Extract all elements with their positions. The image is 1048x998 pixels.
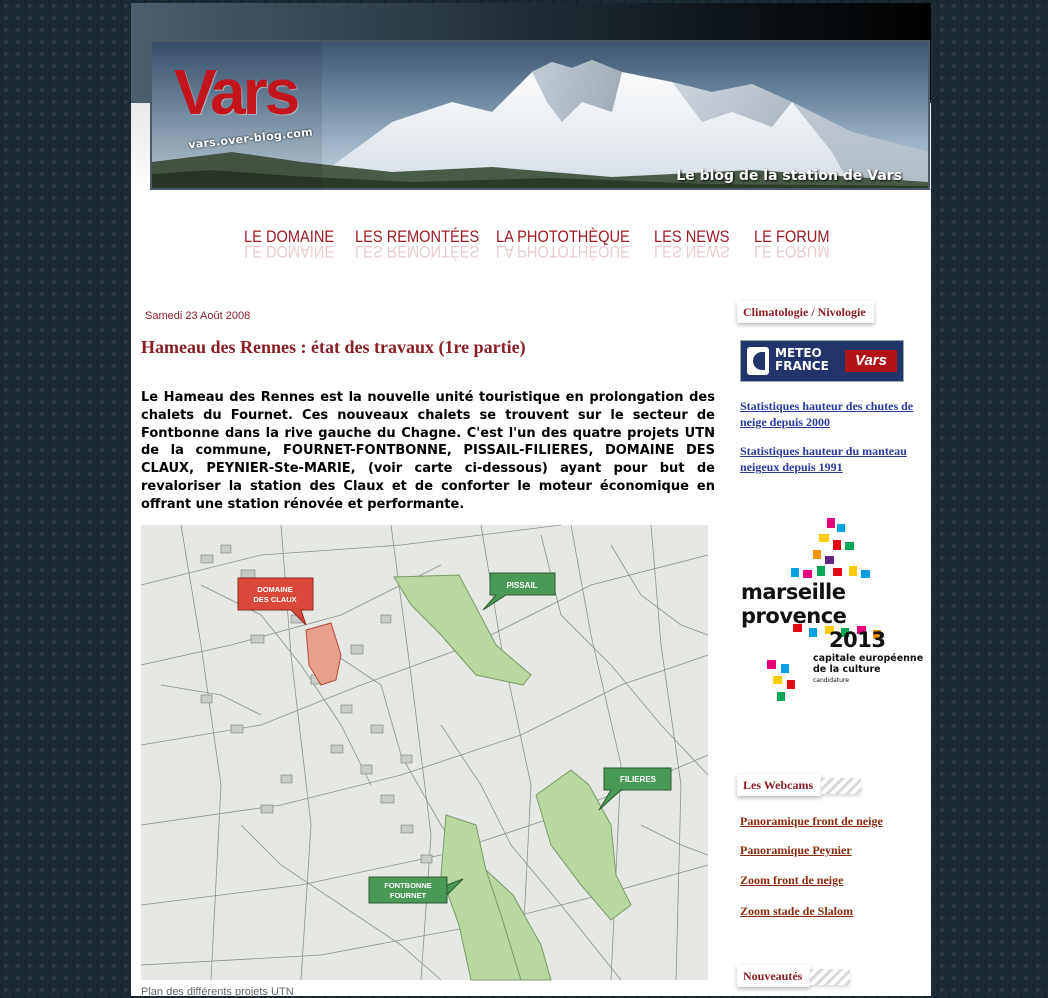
- nav-reflection: LE DOMAINE: [244, 242, 335, 261]
- marseille-provence-2013-logo[interactable]: [737, 500, 927, 722]
- main-navigation: [131, 227, 931, 267]
- map-label-fontbonne: FONTBONNE: [384, 881, 432, 890]
- header-banner[interactable]: [150, 40, 930, 190]
- mp-small-line3: candidature: [813, 677, 849, 684]
- nav-reflection: LA PHOTOTHÈQUE: [496, 242, 630, 261]
- link-webcam-zoom-front[interactable]: Zoom front de neige: [740, 873, 844, 887]
- heading-label: Les Webcams: [743, 778, 814, 792]
- sidebar-heading-webcams: [737, 774, 821, 796]
- sidebar-heading-climatologie: [737, 301, 874, 323]
- map-label-domaine: DOMAINE: [257, 585, 293, 594]
- meteo-vars-badge: Vars: [845, 350, 897, 372]
- mp-year: 2013: [829, 628, 886, 652]
- utn-map-image[interactable]: [141, 525, 708, 980]
- meteo-line2: FRANCE: [775, 359, 829, 373]
- post-body: Le Hameau des Rennes est la nouvelle unité touristique en prolongation des chalets du Fournet. Ces nouveaux chalets se trouvent sur le secteur de Fontbonne dans la rive gauche du Chagne. C'est l'un des quatre projets UTN de la commune, FOURNET-FONTBONNE, PISSAIL-FILIERES, DOMAINE DES CLAUX, PEYNIER-Ste-MARIE, (voir carte ci-dessous) ayant pour but de revaloriser la station des Claux et de conforter le moteur économique en offrant une station rénovée et performante.: [141, 390, 715, 512]
- meteo-france-logo[interactable]: [740, 340, 904, 382]
- nav-label: LE DOMAINE: [244, 227, 335, 246]
- page-container: [131, 3, 931, 996]
- banner-tagline: Le blog de la station de Vars: [676, 168, 902, 184]
- link-stats-chutes-neige[interactable]: Statistiques hauteur des chutes de neige depuis 2000: [740, 399, 914, 429]
- mp-small-line1: capitale européenne: [813, 653, 924, 664]
- map-illustration: [141, 525, 708, 980]
- mp-word-marseille: marseille: [741, 580, 846, 604]
- nav-label: LES REMONTÉES: [355, 227, 480, 246]
- map-label-filieres: FILIERES: [619, 775, 657, 784]
- nav-les-remontees[interactable]: [355, 227, 480, 261]
- heading-label: Climatologie / Nivologie: [743, 305, 866, 319]
- map-label-fournet: FOURNET: [389, 891, 427, 900]
- logo-subtitle: vars.over-blog.com: [187, 125, 314, 152]
- nav-le-domaine[interactable]: [244, 227, 335, 261]
- map-label-domaine-2: DES CLAUX: [253, 595, 297, 604]
- nav-les-news[interactable]: [654, 227, 730, 261]
- link-webcam-panoramique-front[interactable]: Panoramique front de neige: [740, 814, 883, 828]
- meteo-france-icon: [747, 347, 769, 375]
- map-caption: Plan des différents projets UTN: [141, 986, 294, 998]
- heading-label: Nouveautés: [743, 969, 803, 983]
- vars-logo: Vars: [174, 56, 298, 128]
- nav-reflection: LES REMONTÉES: [355, 242, 480, 261]
- mp-word-provence: provence: [741, 604, 847, 628]
- nav-label: LE FORUM: [754, 227, 830, 246]
- link-stats-manteau-neigeux[interactable]: Statistiques hauteur du manteau neigeux depuis 1991: [740, 444, 907, 474]
- link-webcam-zoom-slalom[interactable]: Zoom stade de Slalom: [740, 904, 854, 918]
- link-webcam-panoramique-peynier[interactable]: Panoramique Peynier: [740, 843, 852, 857]
- post-date: Samedi 23 Août 2008: [145, 310, 251, 322]
- mp-small-line2: de la culture: [813, 664, 881, 675]
- heading-stripes: [821, 778, 861, 794]
- post-title[interactable]: Hameau des Rennes : état des travaux (1re partie): [141, 337, 526, 357]
- meteo-text: [775, 347, 829, 373]
- nav-le-forum[interactable]: [754, 227, 830, 261]
- meteo-line1: METEO: [775, 346, 822, 360]
- nav-la-phototheque[interactable]: [496, 227, 630, 261]
- map-label-pissail: PISSAIL: [506, 581, 538, 590]
- nav-label: LES NEWS: [654, 227, 730, 246]
- sidebar-heading-nouveautes: [737, 965, 810, 987]
- nav-reflection: LE FORUM: [754, 242, 830, 261]
- nav-label: LA PHOTOTHÈQUE: [496, 227, 630, 246]
- nav-reflection: LES NEWS: [654, 242, 730, 261]
- heading-stripes: [810, 969, 850, 985]
